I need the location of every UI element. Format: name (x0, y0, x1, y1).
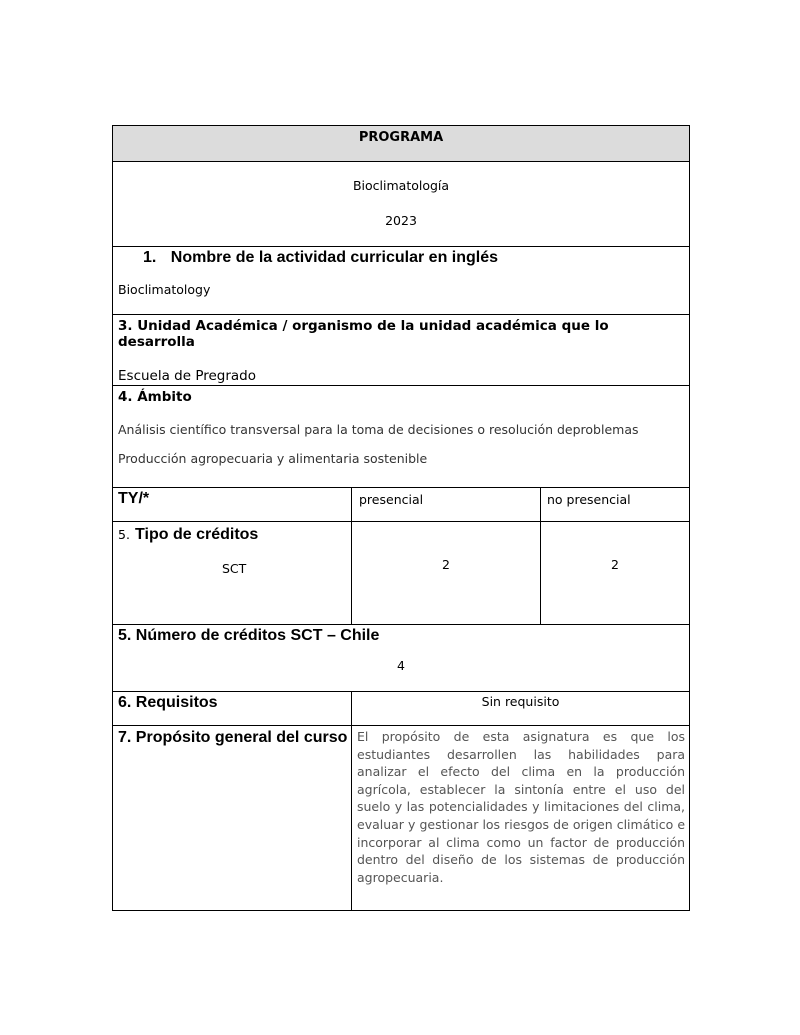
section3-row (113, 315, 690, 386)
section5-presencial-cell (352, 522, 541, 625)
section1-value: Bioclimatology (118, 282, 211, 297)
section6-value-cell (352, 692, 690, 726)
credits-header-label-cell (113, 488, 352, 522)
section6-title: 6. Requisitos (118, 694, 218, 711)
section5-type-heading (113, 524, 351, 544)
section1-title: Nombre de la actividad curricular en inglés (170, 249, 499, 266)
course-row (113, 162, 690, 247)
credits-header-col2-cell (541, 488, 690, 522)
section4-title: 4. Ámbito (118, 389, 192, 405)
section5-type-row (113, 522, 690, 625)
credits-header-col1-cell (352, 488, 541, 522)
section4-item: Producción agropecuaria y alimentaria sostenible (118, 451, 428, 466)
section7-title: 7. Propósito general del curso (118, 729, 348, 746)
header-row (113, 126, 690, 162)
section4-cell (113, 386, 690, 488)
section7-title-cell (113, 726, 352, 911)
section1-row (113, 247, 690, 315)
section5-number-cell (113, 625, 690, 692)
section7-value-cell (352, 726, 690, 911)
credits-header-col2: no presencial (547, 492, 631, 507)
section5-type-value: SCT (222, 561, 247, 576)
program-table (112, 125, 690, 911)
section1-cell (113, 247, 690, 315)
credits-header-col1: presencial (359, 492, 424, 507)
section1-heading (113, 249, 689, 267)
course-year: 2023 (385, 213, 417, 228)
section5-number-title: 5. Número de créditos SCT – Chile (118, 627, 380, 644)
header-cell (113, 126, 690, 162)
course-cell (113, 162, 690, 247)
section6-value: Sin requisito (481, 694, 560, 709)
section6-title-cell (113, 692, 352, 726)
section5-number-value: 4 (397, 658, 405, 673)
section5-no-presencial-cell (541, 522, 690, 625)
section3-title: 3. Unidad Académica / organismo de la unidad académica que lo desarrolla (118, 318, 609, 350)
section1-number: 1. (143, 249, 157, 266)
section5-number-row (113, 625, 690, 692)
section3-cell (113, 315, 690, 386)
section5-presencial-value: 2 (442, 557, 450, 572)
section4-item: Análisis científico transversal para la toma de decisiones o resolución deproblemas (118, 422, 639, 437)
program-title: PROGRAMA (358, 130, 444, 145)
section3-value: Escuela de Pregrado (118, 368, 257, 384)
section5-type-number: 5. (118, 527, 130, 542)
course-name: Bioclimatología (352, 178, 450, 193)
section5-type-label-cell (113, 522, 352, 625)
section7-row (113, 726, 690, 911)
section5-no-presencial-value: 2 (611, 557, 619, 572)
section6-row (113, 692, 690, 726)
credits-header-label: TY/* (118, 490, 150, 507)
section7-purpose-text: El propósito de esta asignatura es que los estudiantes desarrollen las habilidades para analizar el efecto del clima en la producción agrícola, establecer la sintonía entre el uso del suelo y las potencialidades y limitaciones del clima, evaluar y gestionar los riesgos de origen climático e incorporar al clima como un factor de producción dentro del diseño de los sistemas de producción agropecuaria. (357, 729, 686, 885)
section5-type-title: Tipo de créditos (135, 526, 259, 543)
credits-header-row (113, 488, 690, 522)
section4-row (113, 386, 690, 488)
